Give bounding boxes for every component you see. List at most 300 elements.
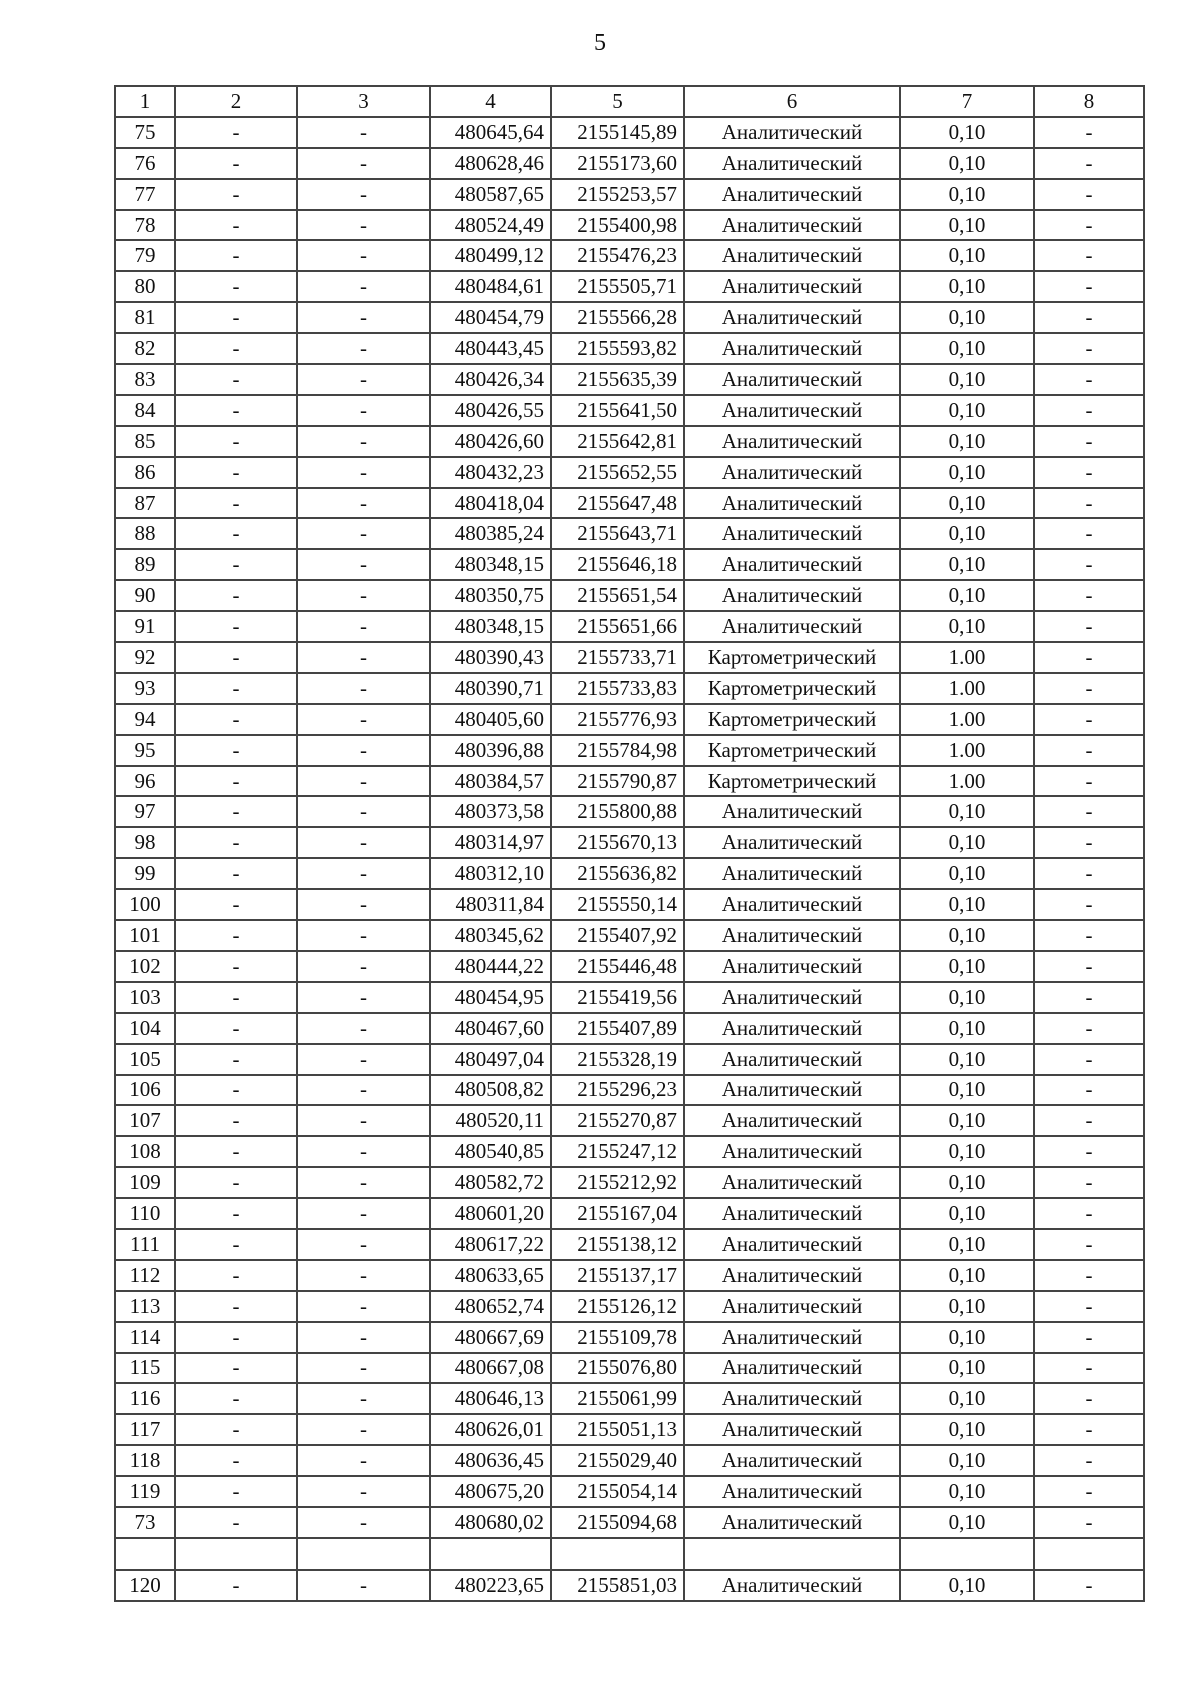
table-cell: - — [175, 735, 297, 766]
table-cell: - — [1034, 364, 1144, 395]
table-cell: 480587,65 — [430, 179, 551, 210]
table-row — [115, 889, 1144, 920]
table-cell: 0,10 — [900, 1353, 1034, 1384]
table-cell: Аналитический — [684, 302, 900, 333]
table-cell: Аналитический — [684, 951, 900, 982]
table-cell: 89 — [115, 549, 175, 580]
table-cell: 100 — [115, 889, 175, 920]
table-cell: 0,10 — [900, 179, 1034, 210]
table-cell: 114 — [115, 1322, 175, 1353]
table-cell: - — [297, 827, 430, 858]
table-cell: Аналитический — [684, 611, 900, 642]
table-cell: 2155651,54 — [551, 580, 684, 611]
table-row — [115, 735, 1144, 766]
table-cell: - — [175, 1570, 297, 1601]
empty-cell — [684, 1538, 900, 1570]
table-cell: Аналитический — [684, 1353, 900, 1384]
table-cell: - — [175, 457, 297, 488]
column-header: 7 — [900, 86, 1034, 117]
table-row — [115, 457, 1144, 488]
table-cell: Аналитический — [684, 395, 900, 426]
table-cell: 95 — [115, 735, 175, 766]
table-row — [115, 766, 1144, 797]
table-row — [115, 611, 1144, 642]
table-cell: 0,10 — [900, 302, 1034, 333]
table-cell: 480633,65 — [430, 1260, 551, 1291]
table-cell: - — [297, 457, 430, 488]
table-row — [115, 148, 1144, 179]
table-row — [115, 1105, 1144, 1136]
table-cell: 480646,13 — [430, 1383, 551, 1414]
table-cell: - — [1034, 642, 1144, 673]
table-row — [115, 1136, 1144, 1167]
table-cell: - — [297, 1353, 430, 1384]
table-cell: Аналитический — [684, 240, 900, 271]
table-cell: 480680,02 — [430, 1507, 551, 1538]
table-cell: - — [297, 704, 430, 735]
table-cell: - — [1034, 1322, 1144, 1353]
table-cell: Аналитический — [684, 1044, 900, 1075]
table-cell: - — [297, 1291, 430, 1322]
table-cell: - — [175, 333, 297, 364]
table-cell: 480311,84 — [430, 889, 551, 920]
table-cell: - — [1034, 240, 1144, 271]
table-row — [115, 1167, 1144, 1198]
table-cell: 480499,12 — [430, 240, 551, 271]
table-cell: 0,10 — [900, 1198, 1034, 1229]
table-cell: Аналитический — [684, 1260, 900, 1291]
table-cell: - — [175, 1075, 297, 1106]
table-cell: - — [297, 858, 430, 889]
table-cell: - — [1034, 302, 1144, 333]
table-cell: - — [297, 1260, 430, 1291]
table-cell: - — [297, 1570, 430, 1601]
table-cell: - — [297, 1136, 430, 1167]
table-cell: - — [1034, 518, 1144, 549]
table-cell: 102 — [115, 951, 175, 982]
table-cell: - — [1034, 735, 1144, 766]
table-cell: - — [175, 920, 297, 951]
table-cell: Аналитический — [684, 518, 900, 549]
table-cell: 0,10 — [900, 611, 1034, 642]
table-cell: 1.00 — [900, 735, 1034, 766]
table-cell: 480348,15 — [430, 549, 551, 580]
table-cell: - — [297, 735, 430, 766]
table-cell: 99 — [115, 858, 175, 889]
table-cell: 0,10 — [900, 518, 1034, 549]
table-cell: Аналитический — [684, 1198, 900, 1229]
table-body — [115, 117, 1144, 1601]
table-cell: 1.00 — [900, 642, 1034, 673]
table-cell: 480426,34 — [430, 364, 551, 395]
table-cell: 480312,10 — [430, 858, 551, 889]
table-row — [115, 1383, 1144, 1414]
table-cell: - — [297, 1105, 430, 1136]
table-cell: 0,10 — [900, 210, 1034, 241]
table-cell: 480601,20 — [430, 1198, 551, 1229]
table-cell: 106 — [115, 1075, 175, 1106]
table-cell: 480636,45 — [430, 1445, 551, 1476]
table-cell: 0,10 — [900, 982, 1034, 1013]
table-cell: 0,10 — [900, 1291, 1034, 1322]
table-cell: - — [175, 1476, 297, 1507]
table-cell: 2155076,80 — [551, 1353, 684, 1384]
table-cell: - — [1034, 210, 1144, 241]
table-cell: Аналитический — [684, 1075, 900, 1106]
table-cell: 96 — [115, 766, 175, 797]
table-cell: - — [175, 1383, 297, 1414]
table-cell: - — [297, 1013, 430, 1044]
table-cell: Аналитический — [684, 1105, 900, 1136]
table-cell: - — [297, 1075, 430, 1106]
table-cell: - — [1034, 796, 1144, 827]
table-cell: - — [1034, 889, 1144, 920]
table-cell: 85 — [115, 426, 175, 457]
table-cell: - — [297, 271, 430, 302]
empty-cell — [175, 1538, 297, 1570]
table-cell: 480314,97 — [430, 827, 551, 858]
table-cell: - — [297, 611, 430, 642]
table-cell: Аналитический — [684, 1167, 900, 1198]
table-cell: 0,10 — [900, 395, 1034, 426]
table-cell: Аналитический — [684, 1013, 900, 1044]
header-row — [115, 86, 1144, 117]
table-cell: 0,10 — [900, 1075, 1034, 1106]
table-cell: Аналитический — [684, 210, 900, 241]
column-header: 8 — [1034, 86, 1144, 117]
table-cell: - — [1034, 1044, 1144, 1075]
table-cell: - — [1034, 117, 1144, 148]
table-cell: 86 — [115, 457, 175, 488]
table-cell: 480497,04 — [430, 1044, 551, 1075]
table-cell: - — [297, 1044, 430, 1075]
table-cell: 480385,24 — [430, 518, 551, 549]
table-cell: - — [1034, 1507, 1144, 1538]
table-cell: - — [175, 889, 297, 920]
table-cell: Картометрический — [684, 704, 900, 735]
table-cell: 2155407,89 — [551, 1013, 684, 1044]
table-cell: 2155784,98 — [551, 735, 684, 766]
table-cell: - — [175, 1414, 297, 1445]
table-cell: 480454,79 — [430, 302, 551, 333]
table-cell: 0,10 — [900, 1476, 1034, 1507]
column-header: 4 — [430, 86, 551, 117]
table-cell: 108 — [115, 1136, 175, 1167]
table-cell: - — [297, 240, 430, 271]
table-cell: 480384,57 — [430, 766, 551, 797]
table-cell: 480443,45 — [430, 333, 551, 364]
table-cell: 2155138,12 — [551, 1229, 684, 1260]
table-cell: 2155642,81 — [551, 426, 684, 457]
table-cell: - — [175, 827, 297, 858]
empty-row — [115, 1538, 1144, 1570]
table-cell: - — [1034, 1476, 1144, 1507]
table-cell: 480617,22 — [430, 1229, 551, 1260]
table-cell: 480444,22 — [430, 951, 551, 982]
table-cell: - — [297, 549, 430, 580]
table-cell: - — [1034, 1353, 1144, 1384]
table-cell: - — [175, 1322, 297, 1353]
table-cell: 97 — [115, 796, 175, 827]
table-cell: - — [175, 1013, 297, 1044]
table-cell: 480667,08 — [430, 1353, 551, 1384]
table-row — [115, 333, 1144, 364]
page-number: 5 — [594, 30, 606, 56]
table-cell: 0,10 — [900, 1507, 1034, 1538]
table-cell: - — [1034, 271, 1144, 302]
table-row — [115, 210, 1144, 241]
table-cell: - — [297, 333, 430, 364]
table-row — [115, 518, 1144, 549]
table-cell: - — [1034, 766, 1144, 797]
table-cell: 0,10 — [900, 580, 1034, 611]
table-cell: Аналитический — [684, 858, 900, 889]
table-cell: 2155776,93 — [551, 704, 684, 735]
table-cell: 2155851,03 — [551, 1570, 684, 1601]
table-cell: - — [1034, 457, 1144, 488]
table-cell: 2155641,50 — [551, 395, 684, 426]
table-row — [115, 117, 1144, 148]
table-cell: 75 — [115, 117, 175, 148]
table-cell: 110 — [115, 1198, 175, 1229]
table-cell: - — [175, 1229, 297, 1260]
table-cell: 0,10 — [900, 1414, 1034, 1445]
table-cell: 2155400,98 — [551, 210, 684, 241]
table-cell: 2155446,48 — [551, 951, 684, 982]
table-cell: 480582,72 — [430, 1167, 551, 1198]
table-cell: - — [297, 796, 430, 827]
table-cell: 480426,55 — [430, 395, 551, 426]
column-header: 6 — [684, 86, 900, 117]
table-cell: - — [297, 1167, 430, 1198]
table-cell: 480628,46 — [430, 148, 551, 179]
table-row — [115, 1414, 1144, 1445]
table-row — [115, 1476, 1144, 1507]
table-cell: 2155646,18 — [551, 549, 684, 580]
table-cell: - — [175, 240, 297, 271]
table-cell: 1.00 — [900, 766, 1034, 797]
table-row — [115, 395, 1144, 426]
table-cell: - — [175, 1044, 297, 1075]
table-cell: 480675,20 — [430, 1476, 551, 1507]
table-cell: 2155296,23 — [551, 1075, 684, 1106]
table-cell: 2155061,99 — [551, 1383, 684, 1414]
table-cell: - — [297, 920, 430, 951]
table-cell: 2155733,83 — [551, 673, 684, 704]
table-cell: 0,10 — [900, 1383, 1034, 1414]
table-cell: 2155790,87 — [551, 766, 684, 797]
table-row — [115, 1013, 1144, 1044]
table-cell: 480426,60 — [430, 426, 551, 457]
table-cell: - — [175, 117, 297, 148]
table-cell: 480524,49 — [430, 210, 551, 241]
table-cell: - — [297, 179, 430, 210]
table-cell: 0,10 — [900, 426, 1034, 457]
table-cell: 480396,88 — [430, 735, 551, 766]
table-row — [115, 240, 1144, 271]
table-row — [115, 982, 1144, 1013]
table-cell: 103 — [115, 982, 175, 1013]
table-cell: 120 — [115, 1570, 175, 1601]
table-cell: 0,10 — [900, 1260, 1034, 1291]
table-cell: Аналитический — [684, 920, 900, 951]
table-cell: 2155247,12 — [551, 1136, 684, 1167]
table-row — [115, 704, 1144, 735]
table-cell: Аналитический — [684, 1507, 900, 1538]
table-cell: 2155094,68 — [551, 1507, 684, 1538]
table-cell: Аналитический — [684, 1445, 900, 1476]
table-cell: - — [175, 1105, 297, 1136]
table-cell: 480405,60 — [430, 704, 551, 735]
table-cell: 2155419,56 — [551, 982, 684, 1013]
table-cell: - — [1034, 1229, 1144, 1260]
table-cell: 480467,60 — [430, 1013, 551, 1044]
table-cell: - — [175, 488, 297, 519]
table-cell: 2155647,48 — [551, 488, 684, 519]
table-cell: Аналитический — [684, 580, 900, 611]
table-cell: - — [1034, 1136, 1144, 1167]
table-cell: 480508,82 — [430, 1075, 551, 1106]
table-cell: - — [1034, 549, 1144, 580]
table-cell: 480390,43 — [430, 642, 551, 673]
table-cell: 480645,64 — [430, 117, 551, 148]
coordinates-table — [114, 85, 1145, 1602]
table-cell: 81 — [115, 302, 175, 333]
table-row — [115, 302, 1144, 333]
table-cell: - — [175, 982, 297, 1013]
table-cell: 480540,85 — [430, 1136, 551, 1167]
table-cell: - — [1034, 426, 1144, 457]
table-cell: 1.00 — [900, 704, 1034, 735]
table-cell: Аналитический — [684, 1414, 900, 1445]
table-cell: 2155652,55 — [551, 457, 684, 488]
table-cell: - — [1034, 920, 1144, 951]
table-row — [115, 1353, 1144, 1384]
table-cell: - — [175, 611, 297, 642]
table-cell: 2155253,57 — [551, 179, 684, 210]
table-cell: 98 — [115, 827, 175, 858]
table-cell: 73 — [115, 1507, 175, 1538]
table-cell: - — [175, 549, 297, 580]
table-cell: - — [297, 1414, 430, 1445]
empty-cell — [1034, 1538, 1144, 1570]
table-row — [115, 827, 1144, 858]
table-cell: 480373,58 — [430, 796, 551, 827]
table-cell: 0,10 — [900, 889, 1034, 920]
table-cell: 107 — [115, 1105, 175, 1136]
table-cell: 480484,61 — [430, 271, 551, 302]
table-cell: Аналитический — [684, 796, 900, 827]
empty-cell — [297, 1538, 430, 1570]
table-cell: - — [1034, 611, 1144, 642]
table-cell: - — [297, 642, 430, 673]
table-cell: 92 — [115, 642, 175, 673]
table-cell: 84 — [115, 395, 175, 426]
table-row — [115, 1044, 1144, 1075]
table-cell: 1.00 — [900, 673, 1034, 704]
table-row — [115, 1229, 1144, 1260]
table-cell: 76 — [115, 148, 175, 179]
table-cell: Аналитический — [684, 364, 900, 395]
table-cell: - — [297, 673, 430, 704]
column-header: 1 — [115, 86, 175, 117]
table-row — [115, 426, 1144, 457]
table-cell: Аналитический — [684, 271, 900, 302]
table-cell: - — [175, 1507, 297, 1538]
table-cell: - — [175, 1445, 297, 1476]
table-cell: 2155505,71 — [551, 271, 684, 302]
table-cell: - — [175, 858, 297, 889]
table-cell: - — [175, 642, 297, 673]
table-cell: - — [175, 395, 297, 426]
table-cell: 2155126,12 — [551, 1291, 684, 1322]
table-cell: - — [1034, 1198, 1144, 1229]
table-row — [115, 858, 1144, 889]
table-cell: 90 — [115, 580, 175, 611]
table-cell: - — [1034, 1260, 1144, 1291]
table-cell: 0,10 — [900, 364, 1034, 395]
table-cell: - — [297, 1229, 430, 1260]
table-cell: Аналитический — [684, 1476, 900, 1507]
table-cell: Аналитический — [684, 827, 900, 858]
table-row — [115, 1445, 1144, 1476]
table-cell: 480520,11 — [430, 1105, 551, 1136]
table-cell: 83 — [115, 364, 175, 395]
table-cell: 0,10 — [900, 1570, 1034, 1601]
table-cell: - — [175, 1353, 297, 1384]
table-cell: 118 — [115, 1445, 175, 1476]
table-cell: Аналитический — [684, 179, 900, 210]
table-cell: Аналитический — [684, 148, 900, 179]
empty-cell — [430, 1538, 551, 1570]
table-cell: 2155051,13 — [551, 1414, 684, 1445]
table-row — [115, 179, 1144, 210]
table-cell: 2155137,17 — [551, 1260, 684, 1291]
table-cell: 78 — [115, 210, 175, 241]
table-cell: - — [297, 364, 430, 395]
table-cell: 0,10 — [900, 117, 1034, 148]
table-cell: Аналитический — [684, 426, 900, 457]
table-cell: 2155328,19 — [551, 1044, 684, 1075]
table-cell: 0,10 — [900, 457, 1034, 488]
table-cell: - — [175, 426, 297, 457]
table-cell: 109 — [115, 1167, 175, 1198]
column-header: 2 — [175, 86, 297, 117]
table-cell: - — [175, 951, 297, 982]
table-row — [115, 1507, 1144, 1538]
table-cell: 2155800,88 — [551, 796, 684, 827]
table-cell: - — [297, 766, 430, 797]
table-cell: - — [297, 302, 430, 333]
table-cell: 0,10 — [900, 549, 1034, 580]
table-cell: 0,10 — [900, 796, 1034, 827]
table-cell: 80 — [115, 271, 175, 302]
table-cell: - — [1034, 148, 1144, 179]
table-cell: - — [297, 210, 430, 241]
table-cell: 0,10 — [900, 858, 1034, 889]
table-cell: 480390,71 — [430, 673, 551, 704]
table-cell: - — [1034, 1383, 1144, 1414]
table-cell: 113 — [115, 1291, 175, 1322]
table-cell: - — [297, 1476, 430, 1507]
table-cell: 480348,15 — [430, 611, 551, 642]
table-cell: Аналитический — [684, 1383, 900, 1414]
table-cell: 101 — [115, 920, 175, 951]
table-cell: - — [1034, 488, 1144, 519]
table-cell: - — [297, 982, 430, 1013]
table-cell: - — [297, 1198, 430, 1229]
table-cell: 79 — [115, 240, 175, 271]
